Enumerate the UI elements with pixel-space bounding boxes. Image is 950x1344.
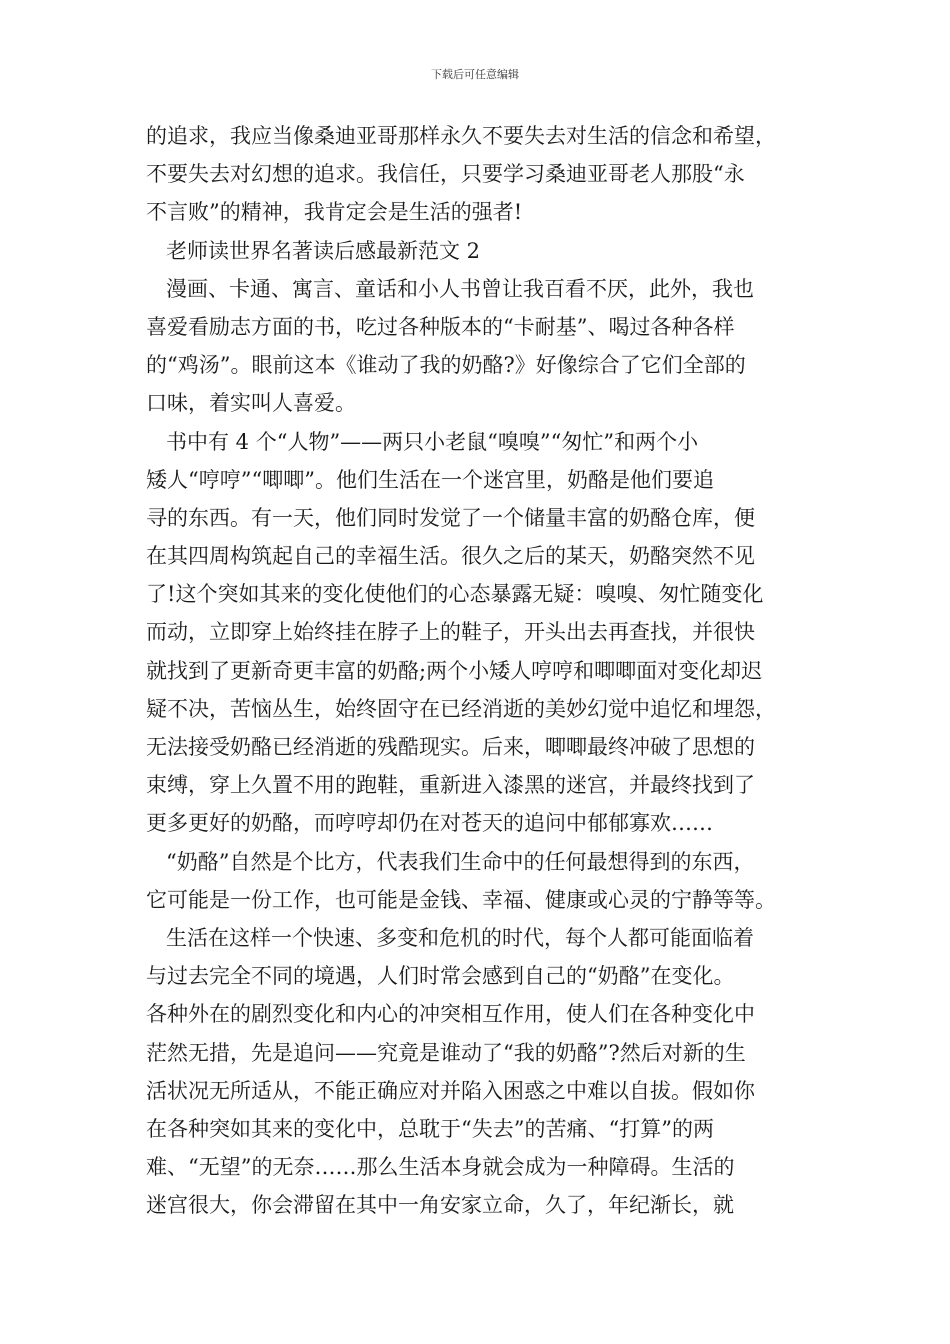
text-line: 矮人“哼哼”“唧唧”。他们生活在一个迷宫里，奶酪是他们要追 (146, 467, 714, 492)
text-line: 束缚，穿上久置不用的跑鞋，重新进入漆黑的迷宫，并最终找到了 (146, 773, 755, 798)
text-line: 难、“无望”的无奈……那么生活本身就会成为一种障碍。生活的 (146, 1155, 735, 1180)
text-line: 口味，着实叫人喜爱。 (146, 391, 356, 416)
text-line: 疑不决，苦恼丛生，始终固守在已经消逝的美妙幻觉中追忆和埋怨， (146, 696, 776, 721)
text-line: 迷宫很大，你会滞留在其中一角安家立命，久了，年纪渐长，就 (146, 1193, 734, 1218)
text-line: 茫然无措，先是追问——究竟是谁动了“我的奶酪”?然后对新的生 (146, 1040, 746, 1065)
text-line: 漫画、卡通、寓言、童话和小人书曾让我百看不厌，此外，我也 (166, 276, 754, 301)
text-line: 在各种突如其来的变化中，总耽于“失去”的苦痛、“打算”的两 (146, 1116, 714, 1141)
text-line: 活状况无所适从，不能正确应对并陷入困惑之中难以自拔。假如你 (146, 1078, 755, 1103)
text-line: 更多更好的奶酪，而哼哼却仍在对苍天的追问中郁郁寡欢…… (146, 811, 713, 836)
text-line: 无法接受奶酪已经消逝的残酷现实。后来，唧唧最终冲破了思想的 (146, 735, 755, 759)
text-line: 各种外在的剧烈变化和内心的冲突相互作用，使人们在各种变化中 (146, 1002, 755, 1027)
text-line: 的“鸡汤”。眼前这本《谁动了我的奶酪?》好像综合了它们全部的 (146, 353, 746, 378)
text-line: 它可能是一份工作，也可能是金钱、幸福、健康或心灵的宁静等等。 (146, 887, 776, 912)
page-header: 下载后可任意编辑 (431, 68, 519, 81)
text-line: 了!这个突如其来的变化使他们的心态暴露无疑：嗅嗅、匆忙随变化 (146, 582, 764, 607)
document-body (146, 117, 816, 1224)
text-line: 老师读世界名著读后感最新范文 2 (166, 238, 481, 263)
text-line: 在其四周构筑起自己的幸福生活。很久之后的某天，奶酪突然不见 (146, 544, 755, 569)
text-line: 不言败”的精神，我肯定会是生活的强者! (146, 200, 523, 225)
text-line: 的追求，我应当像桑迪亚哥那样永久不要失去对生活的信念和希望， (146, 124, 776, 148)
text-line: 喜爱看励志方面的书，吃过各种版本的“卡耐基”、喝过各种各样 (146, 314, 735, 339)
text-line: “奶酪”自然是个比方，代表我们生命中的任何最想得到的东西， (166, 849, 755, 874)
text-line: 就找到了更新奇更丰富的奶酪;两个小矮人哼哼和唧唧面对变化却迟 (146, 658, 763, 683)
text-line: 不要失去对幻想的追求。我信任，只要学习桑迪亚哥老人那股“永 (146, 162, 745, 187)
text-line: 而动，立即穿上始终挂在脖子上的鞋子，开头出去再查找，并很快 (146, 620, 755, 645)
text-line: 寻的东西。有一天，他们同时发觉了一个储量丰富的奶酪仓库，便 (146, 505, 755, 530)
text-line: 书中有 4 个“人物”——两只小老鼠“嗅嗅”“匆忙”和两个小 (166, 429, 699, 454)
text-line: 与过去完全不同的境遇，人们时常会感到自己的“奶酪”在变化。 (146, 964, 735, 989)
text-line: 生活在这样一个快速、多变和危机的时代，每个人都可能面临着 (166, 925, 754, 950)
